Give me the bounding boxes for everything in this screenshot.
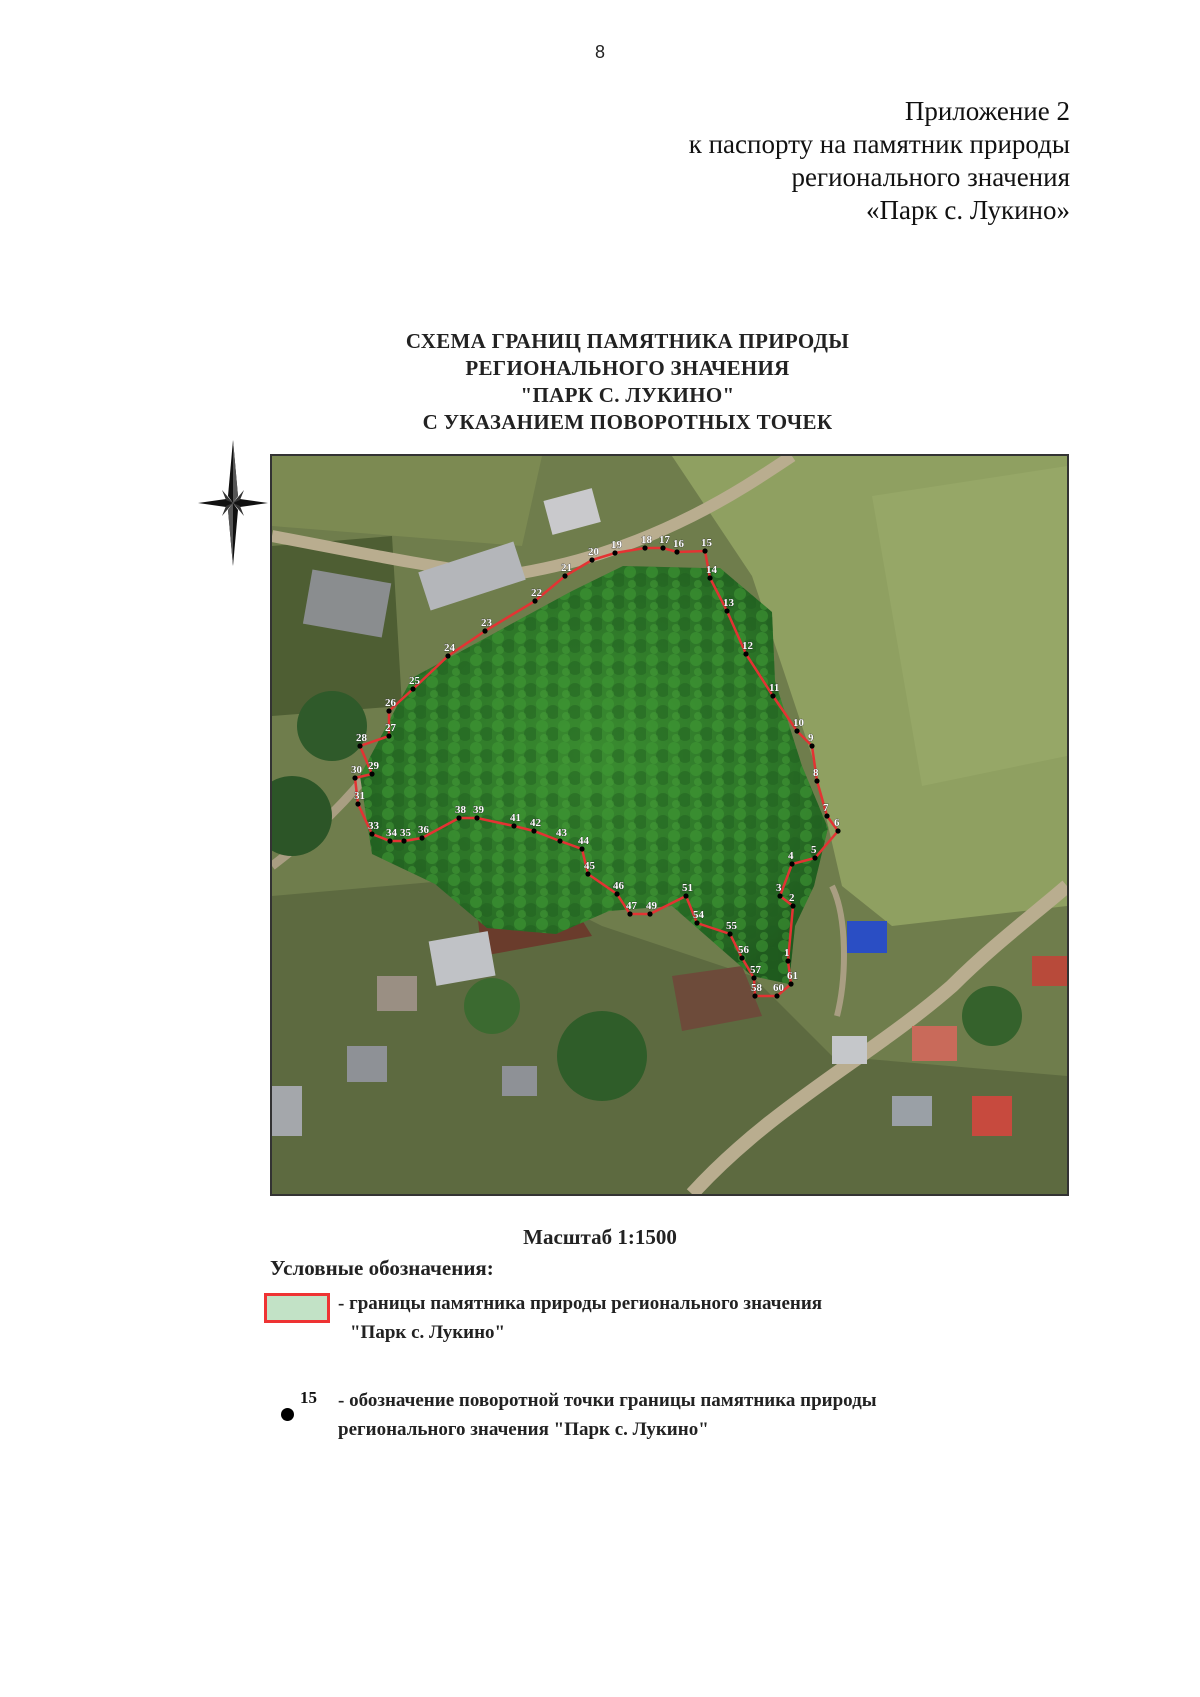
turning-point-label: 19 [611, 539, 622, 551]
turning-point-label: 20 [588, 546, 599, 558]
building [832, 1036, 867, 1064]
turning-point-marker [627, 911, 632, 916]
turning-point-label: 15 [701, 537, 712, 549]
turning-point-marker [357, 743, 362, 748]
turning-point-marker [683, 893, 688, 898]
turning-point-marker [743, 651, 748, 656]
turning-point-label: 24 [444, 642, 455, 654]
appendix-header [689, 95, 1070, 227]
turning-point-marker [752, 993, 757, 998]
turning-point-label: 2 [789, 892, 795, 904]
turning-point-label: 38 [455, 804, 466, 816]
turning-point-label: 18 [641, 534, 652, 546]
map-title-line-1: СХЕМА ГРАНИЦ ПАМЯТНИКА ПРИРОДЫ [405, 329, 850, 353]
tree-cluster [962, 986, 1022, 1046]
turning-point-label: 43 [556, 827, 567, 839]
legend-boundary-text [338, 1289, 822, 1347]
map-title-line-4: С УКАЗАНИЕМ ПОВОРОТНЫХ ТОЧЕК [422, 410, 833, 434]
turning-point-label: 30 [351, 764, 362, 776]
legend-title: Условные обозначения: [270, 1256, 494, 1280]
building-blue-roof [847, 921, 887, 953]
legend-point-line-2: регионального значения "Парк с. Лукино" [338, 1419, 709, 1440]
turning-point-marker [814, 778, 819, 783]
appendix-line-2: к паспорту на памятник природы [688, 129, 1070, 159]
turning-point-marker [727, 931, 732, 936]
turning-point-marker [777, 893, 782, 898]
turning-point-marker [674, 549, 679, 554]
turning-point-label: 47 [626, 900, 637, 912]
turning-point-label: 16 [673, 538, 684, 550]
turning-point-label: 25 [409, 675, 420, 687]
turning-point-marker [809, 743, 814, 748]
turning-point-marker [785, 958, 790, 963]
turning-point-marker [614, 891, 619, 896]
turning-point-marker [660, 545, 665, 550]
turning-point-marker [482, 628, 487, 633]
turning-point-label: 21 [561, 562, 572, 574]
turning-point-label: 46 [613, 880, 624, 892]
turning-point-label: 60 [773, 982, 784, 994]
turning-point-label: 22 [531, 587, 542, 599]
turning-point-label: 26 [385, 697, 396, 709]
turning-point-label: 54 [693, 909, 704, 921]
turning-point-label: 39 [473, 804, 484, 816]
turning-point-marker [369, 831, 374, 836]
turning-point-label: 51 [682, 882, 693, 894]
turning-point-marker [789, 861, 794, 866]
turning-point-label: 7 [823, 802, 829, 814]
turning-point-marker [790, 903, 795, 908]
map-title [270, 328, 985, 436]
turning-point-label: 3 [776, 882, 782, 894]
building [272, 1086, 302, 1136]
turning-point-marker [401, 838, 406, 843]
building [912, 1026, 957, 1061]
tree-cluster [464, 978, 520, 1034]
turning-point-label: 10 [793, 717, 804, 729]
turning-point-label: 1 [784, 947, 790, 959]
turning-point-label: 41 [510, 812, 521, 824]
turning-point-marker [386, 708, 391, 713]
turning-point-marker [812, 855, 817, 860]
compass-rose-icon [196, 438, 270, 568]
turning-point-label: 14 [706, 564, 717, 576]
legend-point-number: 15 [300, 1388, 317, 1407]
turning-point-label: 33 [368, 820, 379, 832]
legend-boundary-line-2: "Парк с. Лукино" [350, 1322, 506, 1343]
legend-point-line-1: - обозначение поворотной точки границы памятника природы [338, 1390, 877, 1411]
turning-point-marker [642, 545, 647, 550]
turning-point-label: 36 [418, 824, 429, 836]
legend-boundary-line-1: - границы памятника природы регионального значения [338, 1293, 823, 1314]
scale-label: Масштаб 1:1500 [523, 1225, 677, 1249]
building [347, 1046, 387, 1082]
turning-point-marker [824, 813, 829, 818]
turning-point-label: 31 [354, 790, 365, 802]
turning-point-label: 61 [787, 970, 798, 982]
turning-point-label: 17 [659, 534, 670, 546]
turning-point-label: 23 [481, 617, 492, 629]
turning-point-marker [647, 911, 652, 916]
building [502, 1066, 537, 1096]
appendix-line-4: «Парк с. Лукино» [866, 195, 1070, 225]
turning-point-marker [355, 801, 360, 806]
page-number: 8 [594, 42, 605, 62]
building [377, 976, 417, 1011]
turning-point-marker [369, 771, 374, 776]
turning-point-label: 35 [400, 827, 411, 839]
legend-point-text [338, 1386, 877, 1444]
turning-point-marker [751, 975, 756, 980]
turning-point-label: 42 [530, 817, 541, 829]
turning-point-marker [702, 548, 707, 553]
turning-point-label: 34 [386, 827, 397, 839]
turning-point-marker [579, 846, 584, 851]
turning-point-marker [562, 573, 567, 578]
turning-point-marker [788, 981, 793, 986]
map-title-line-2: РЕГИОНАЛЬНОГО ЗНАЧЕНИЯ [465, 356, 790, 380]
turning-point-label: 58 [751, 982, 762, 994]
building [892, 1096, 932, 1126]
turning-point-label: 8 [813, 767, 819, 779]
turning-point-label: 45 [584, 860, 595, 872]
turning-point-marker [612, 550, 617, 555]
turning-point-label: 27 [385, 722, 396, 734]
appendix-line-1: Приложение 2 [904, 96, 1070, 126]
turning-point-marker [474, 815, 479, 820]
turning-point-marker [445, 653, 450, 658]
legend-point-dot-icon [281, 1408, 294, 1421]
turning-point-label: 11 [769, 682, 780, 694]
turning-point-marker [352, 775, 357, 780]
turning-point-label: 9 [808, 732, 814, 744]
turning-point-marker [419, 835, 424, 840]
turning-point-marker [794, 728, 799, 733]
tree-cluster [297, 691, 367, 761]
turning-point-marker [724, 608, 729, 613]
building [1032, 956, 1067, 986]
turning-point-marker [557, 838, 562, 843]
turning-point-marker [770, 693, 775, 698]
legend-boundary-swatch [264, 1293, 330, 1323]
turning-point-label: 55 [726, 920, 737, 932]
turning-point-label: 12 [742, 640, 753, 652]
map-frame [270, 454, 1069, 1196]
building [972, 1096, 1012, 1136]
map-title-line-3: "ПАРК С. ЛУКИНО" [520, 383, 735, 407]
turning-point-marker [774, 993, 779, 998]
appendix-line-3: регионального значения [791, 162, 1070, 192]
turning-point-marker [585, 871, 590, 876]
turning-point-marker [386, 733, 391, 738]
turning-point-label: 6 [834, 817, 840, 829]
turning-point-label: 4 [788, 850, 794, 862]
turning-point-marker [532, 598, 537, 603]
turning-point-marker [456, 815, 461, 820]
turning-point-marker [835, 828, 840, 833]
turning-point-marker [707, 575, 712, 580]
turning-point-label: 44 [578, 835, 589, 847]
turning-point-label: 29 [368, 760, 379, 772]
turning-point-marker [410, 686, 415, 691]
turning-point-label: 13 [723, 597, 734, 609]
turning-point-label: 56 [738, 944, 749, 956]
turning-point-marker [694, 920, 699, 925]
turning-point-label: 28 [356, 732, 367, 744]
turning-point-marker [739, 955, 744, 960]
satellite-map [272, 456, 1067, 1194]
turning-point-label: 49 [646, 900, 657, 912]
tree-cluster [557, 1011, 647, 1101]
turning-point-marker [387, 838, 392, 843]
turning-point-label: 57 [750, 964, 761, 976]
turning-point-marker [589, 557, 594, 562]
turning-point-label: 5 [811, 844, 817, 856]
turning-point-marker [531, 828, 536, 833]
turning-point-marker [511, 823, 516, 828]
